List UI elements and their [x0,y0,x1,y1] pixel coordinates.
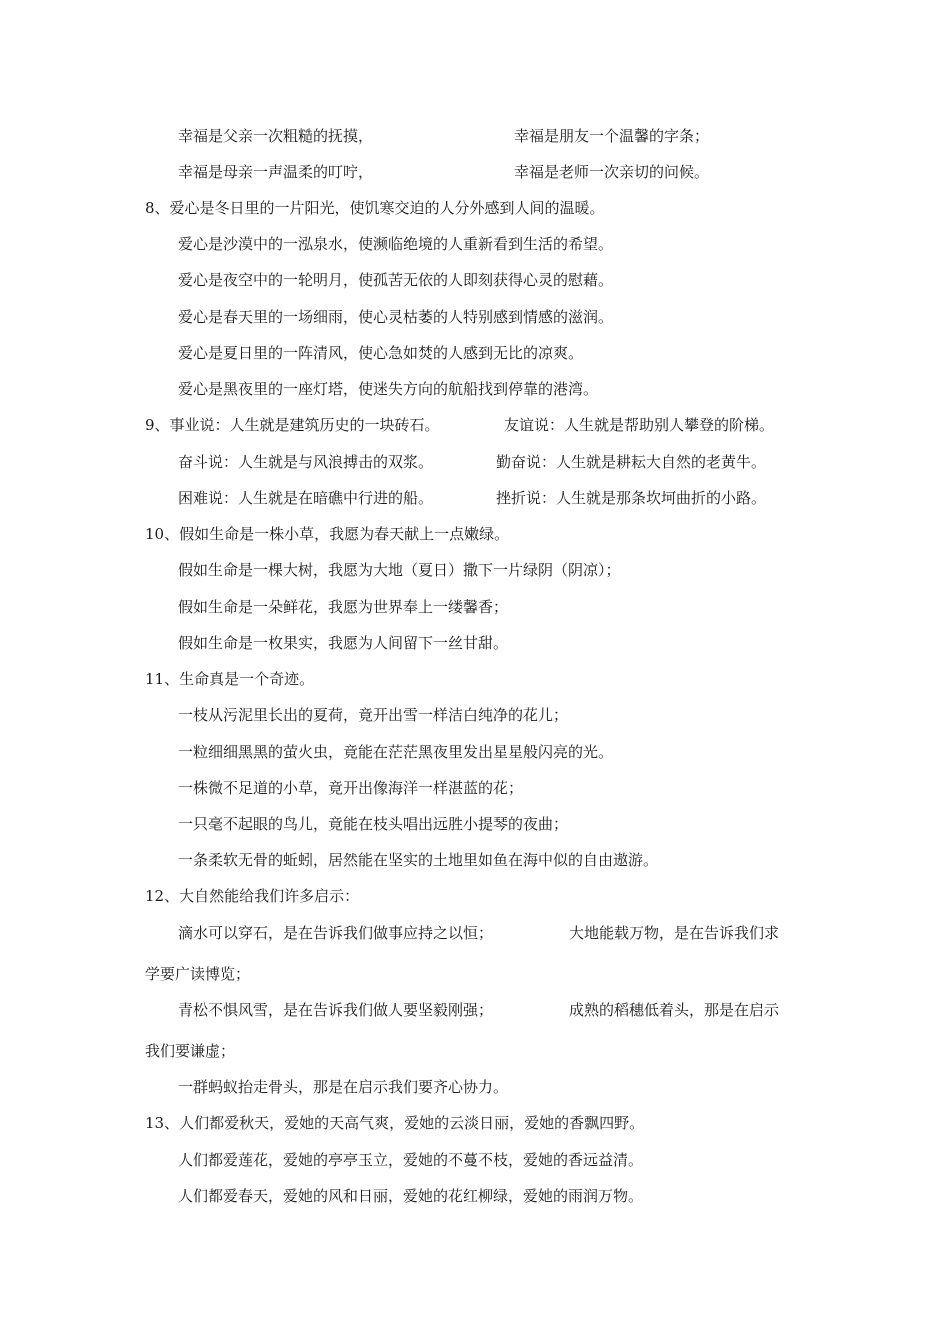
section-9-line-1b: 勤奋说：人生就是耕耘大自然的老黄牛。 [496,453,767,471]
section-11-line: 一粒细细黑黑的萤火虫，竟能在茫茫黑夜里发出星星般闪亮的光。 [178,743,614,761]
section-11-line: 一条柔软无骨的蚯蚓，居然能在坚实的土地里如鱼在海中似的自由遨游。 [178,851,659,869]
section-8-line: 爱心是夜空中的一轮明月，使孤苦无依的人即刻获得心灵的慰藉。 [178,271,614,289]
happiness-line-1b: 幸福是朋友一个温馨的字条； [514,127,710,145]
section-9-line-1a: 奋斗说：人生就是与风浪搏击的双浆。 [178,453,434,471]
happiness-line-2a: 幸福是母亲一声温柔的叮咛， [178,163,374,181]
section-12-line-1c: 学要广读博览； [145,965,251,983]
happiness-line-1a: 幸福是父亲一次粗糙的抚摸， [178,127,374,145]
section-8-line: 爱心是夏日里的一阵清风，使心急如焚的人感到无比的凉爽。 [178,344,584,362]
section-8-heading: 8、爱心是冬日里的一片阳光，使饥寒交迫的人分外感到人间的温暖。 [145,199,605,217]
section-12-line-1b: 大地能载万物，是在告诉我们求 [569,924,780,942]
section-11-heading: 11、生命真是一个奇迹。 [145,670,315,688]
section-12-line-3: 一群蚂蚁抬走骨头，那是在启示我们要齐心协力。 [178,1078,509,1096]
section-9-line-2a: 困难说：人生就是在暗礁中行进的船。 [178,489,434,507]
section-12-line-2a: 青松不惧风雪，是在告诉我们做人要坚毅刚强； [178,1001,494,1019]
section-11-line: 一株微不足道的小草，竟开出像海洋一样湛蓝的花； [178,779,524,797]
section-8-line: 爱心是沙漠中的一泓泉水，使濒临绝境的人重新看到生活的希望。 [178,235,614,253]
section-13-line: 人们都爱莲花，爱她的亭亭玉立，爱她的不蔓不枝，爱她的香远益清。 [178,1151,644,1169]
section-12-line-1a: 滴水可以穿石，是在告诉我们做事应持之以恒； [178,924,494,942]
section-10-line: 假如生命是一朵鲜花，我愿为世界奉上一缕馨香； [178,598,509,616]
section-8-line: 爱心是春天里的一场细雨，使心灵枯萎的人特别感到情感的滋润。 [178,308,614,326]
section-12-line-2b: 成熟的稻穗低着头，那是在启示 [569,1001,780,1019]
section-12-line-2c: 我们要谦虚； [145,1042,236,1060]
section-9-line-2b: 挫折说：人生就是那条坎坷曲折的小路。 [496,489,767,507]
section-10-heading: 10、假如生命是一株小草，我愿为春天献上一点嫩绿。 [145,525,510,543]
section-10-line: 假如生命是一枚果实，我愿为人间留下一丝甘甜。 [178,634,509,652]
section-9-heading-b: 友谊说：人生就是帮助别人攀登的阶梯。 [504,416,775,434]
section-9-heading: 9、事业说：人生就是建筑历史的一块砖石。 [145,416,440,434]
section-10-line: 假如生命是一棵大树，我愿为大地（夏日）撒下一片绿阴（阴凉）； [178,561,621,579]
section-8-line: 爱心是黑夜里的一座灯塔，使迷失方向的航船找到停靠的港湾。 [178,380,599,398]
happiness-line-2b: 幸福是老师一次亲切的问候。 [514,163,710,181]
section-13-heading: 13、人们都爱秋天，爱她的天高气爽，爱她的云淡日丽，爱她的香飘四野。 [145,1114,645,1132]
section-12-heading: 12、大自然能给我们许多启示： [145,887,360,905]
section-11-line: 一枝从污泥里长出的夏荷，竟开出雪一样洁白纯净的花儿； [178,706,569,724]
section-13-line: 人们都爱春天，爱她的风和日丽，爱她的花红柳绿，爱她的雨润万物。 [178,1187,644,1205]
section-11-line: 一只毫不起眼的鸟儿，竟能在枝头唱出远胜小提琴的夜曲； [178,815,569,833]
